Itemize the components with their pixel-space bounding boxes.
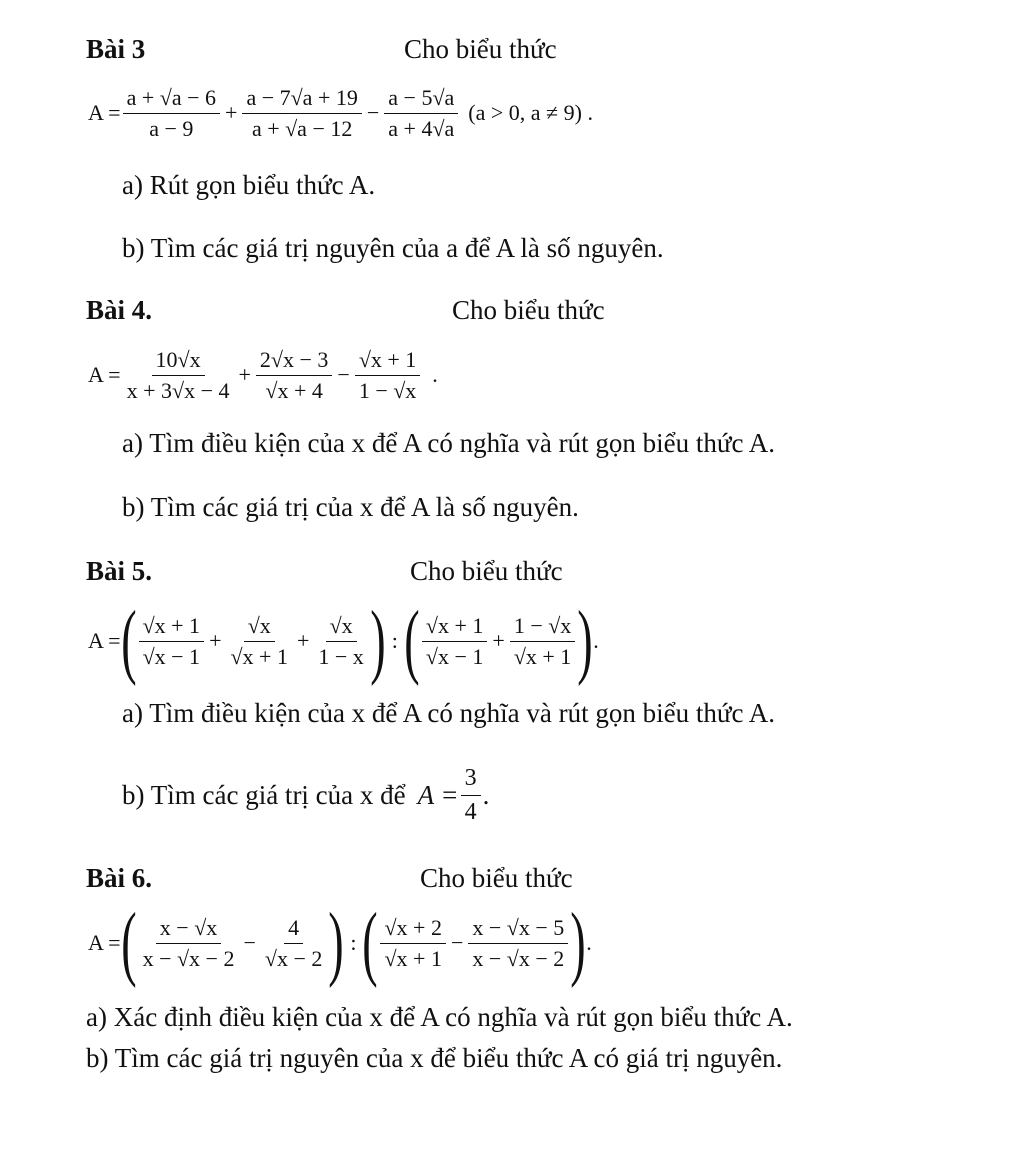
expr-end: . <box>593 628 599 653</box>
fraction <box>510 611 575 671</box>
problem-6-title: Bài 6. <box>86 863 153 893</box>
fraction <box>123 345 234 405</box>
fraction <box>139 611 204 671</box>
fraction-numerator: √x + 1 <box>422 611 487 642</box>
fraction-numerator: 10√x <box>152 345 205 376</box>
right-paren: ) <box>370 594 386 687</box>
fraction-numerator: √x + 1 <box>139 611 204 642</box>
fraction-numerator: x − √x <box>156 913 221 944</box>
question-b-end: . <box>482 779 490 810</box>
problem-6-question-b: b) Tìm các giá trị nguyên của x để biểu thức A có giá trị nguyên. <box>86 1043 783 1073</box>
fraction-denominator: a − 9 <box>149 115 194 141</box>
fraction-denominator: √x + 1 <box>384 945 442 971</box>
problem-3-intro: Cho biểu thức <box>404 34 557 64</box>
problem-6-intro: Cho biểu thức <box>420 863 573 893</box>
fraction <box>355 345 420 405</box>
fraction-denominator: √x − 1 <box>142 643 201 669</box>
minus-sign: − <box>243 930 256 955</box>
fraction-numerator: 3 <box>461 762 481 795</box>
division-colon: : <box>350 930 357 955</box>
expr-lhs: A = <box>88 362 121 387</box>
fraction <box>123 83 220 143</box>
problem-5-expression <box>88 594 599 687</box>
plus-sign: + <box>296 628 310 653</box>
fraction-numerator: √x <box>326 611 357 642</box>
fraction-denominator: 1 − √x <box>358 377 417 403</box>
question-b-prefix: b) Tìm các giá trị của x để <box>122 779 406 810</box>
right-paren: ) <box>328 896 345 989</box>
fraction-denominator: √x − 2 <box>264 945 323 971</box>
question-b-lhs: A = <box>417 779 459 810</box>
division-colon: : <box>391 628 398 653</box>
left-paren: ( <box>120 594 137 687</box>
problem-6-question-a: a) Xác định điều kiện của x để A có nghĩa và rút gọn biểu thức A. <box>86 1002 793 1032</box>
right-paren: ) <box>570 896 586 989</box>
expr-end: . <box>586 930 592 955</box>
fraction <box>384 83 458 143</box>
problem-6-expression <box>88 896 592 989</box>
plus-sign: + <box>238 362 251 387</box>
problem-5-intro: Cho biểu thức <box>410 556 563 586</box>
fraction-denominator: x − √x − 2 <box>472 945 565 971</box>
problem-5-title: Bài 5. <box>86 556 153 586</box>
plus-sign: + <box>492 628 505 653</box>
expr-lhs: A = <box>88 628 121 653</box>
problem-4-title: Bài 4. <box>86 295 153 325</box>
fraction <box>461 762 481 828</box>
fraction <box>139 913 239 973</box>
fraction-denominator: 4 <box>464 798 477 825</box>
minus-sign: − <box>450 930 464 955</box>
domain-condition: (a > 0, a ≠ 9) . <box>468 100 593 125</box>
fraction-denominator: √x + 4 <box>265 377 323 403</box>
fraction <box>261 913 326 973</box>
fraction-denominator: √x − 1 <box>425 643 484 669</box>
fraction <box>314 611 367 671</box>
left-paren: ( <box>404 594 420 687</box>
problem-3-question-b: b) Tìm các giá trị nguyên của a để A là số nguyên. <box>122 233 664 263</box>
fraction-numerator: √x <box>244 611 275 642</box>
problem-3-question-a: a) Rút gọn biểu thức A. <box>122 170 376 200</box>
problem-4-question-a: a) Tìm điều kiện của x để A có nghĩa và rút gọn biểu thức A. <box>122 428 775 458</box>
fraction-denominator: a + 4√a <box>388 115 455 141</box>
fraction-numerator: a − 7√a + 19 <box>242 83 361 114</box>
fraction-denominator: x + 3√x − 4 <box>126 377 230 403</box>
fraction-numerator: a − 5√a <box>384 83 458 114</box>
fraction-denominator: √x + 1 <box>230 643 288 669</box>
expr-end: . <box>432 362 438 387</box>
fraction-numerator: √x + 1 <box>355 345 420 376</box>
fraction <box>226 611 291 671</box>
minus-sign: − <box>337 362 350 387</box>
fraction-numerator: 2√x − 3 <box>256 345 332 376</box>
problem-4-expression <box>88 340 438 410</box>
fraction <box>256 345 332 405</box>
left-paren: ( <box>120 896 137 989</box>
left-paren: ( <box>362 896 379 989</box>
fraction <box>380 913 445 973</box>
fraction-numerator: 1 − √x <box>510 611 575 642</box>
fraction-numerator: x − √x − 5 <box>468 913 568 944</box>
fraction-denominator: x − √x − 2 <box>142 945 235 971</box>
minus-sign: − <box>366 100 380 125</box>
problem-5-question-b <box>122 758 489 832</box>
fraction-denominator: 1 − x <box>318 643 364 669</box>
fraction <box>242 83 361 143</box>
fraction-numerator: 4 <box>284 913 303 944</box>
expr-lhs: A = <box>88 100 121 125</box>
fraction-denominator: a + √a − 12 <box>251 115 353 141</box>
fraction-numerator: √x + 2 <box>380 913 445 944</box>
fraction-numerator: a + √a − 6 <box>123 83 220 114</box>
problem-4-intro: Cho biểu thức <box>452 295 605 325</box>
problem-5-question-a: a) Tìm điều kiện của x để A có nghĩa và rút gọn biểu thức A. <box>122 698 775 728</box>
problem-3-expression <box>88 78 593 148</box>
right-paren: ) <box>577 594 593 687</box>
plus-sign: + <box>225 100 238 125</box>
fraction <box>422 611 487 671</box>
problem-4-question-b: b) Tìm các giá trị của x để A là số nguyên. <box>122 492 579 522</box>
fraction <box>468 913 568 973</box>
expr-lhs: A = <box>88 930 121 955</box>
plus-sign: + <box>209 628 222 653</box>
fraction-denominator: √x + 1 <box>513 643 572 669</box>
problem-3-title: Bài 3 <box>86 34 146 64</box>
